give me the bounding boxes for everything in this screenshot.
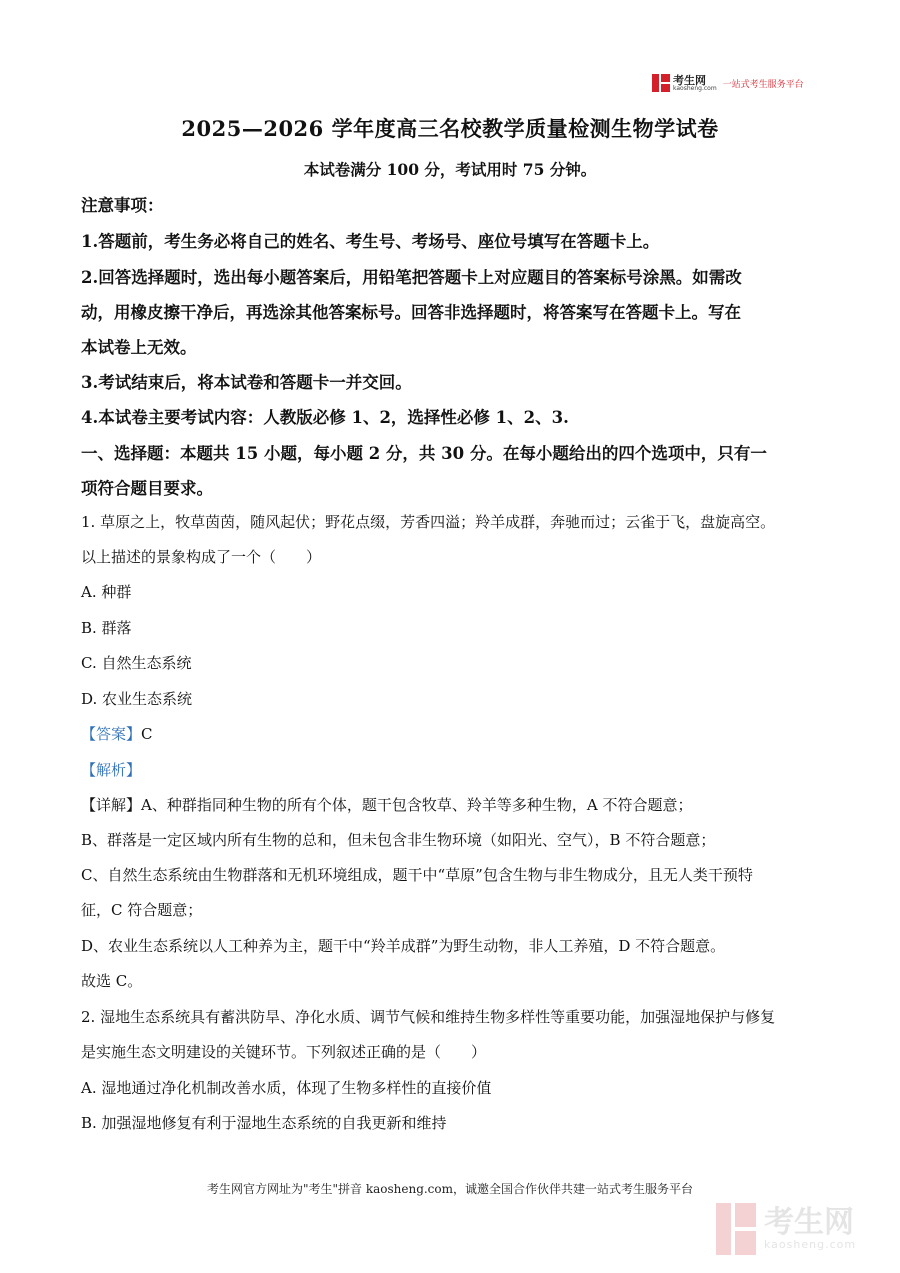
analysis-text: A、种群指同种生物的所有个体，题干包含牧草、羚羊等多种生物，A 不符合题意；	[141, 796, 693, 814]
question-1-stem-cont: 以上描述的景象构成了一个（ ）	[81, 548, 322, 566]
question-2-stem: 2. 湿地生态系统具有蓄洪防旱、净化水质、调节气候和维持生物多样性等重要功能，加强湿地保护与修复	[81, 1008, 776, 1026]
question-2-stem-cont: 是实施生态文明建设的关键环节。下列叙述正确的是（ ）	[81, 1043, 487, 1061]
analysis-line: 征，C 符合题意；	[81, 901, 203, 919]
watermark	[716, 1203, 856, 1255]
answer-value: C	[141, 725, 153, 743]
notice-item: 2.回答选择题时，选出每小题答案后，用铅笔把答题卡上对应题目的答案标号涂黑。如需改	[81, 268, 742, 287]
watermark-domain: kaosheng.com	[764, 1237, 857, 1251]
logo-domain: kaosheng.com	[673, 84, 717, 92]
notice-item: 本试卷上无效。	[81, 338, 197, 357]
detail-label: 【详解】	[81, 796, 142, 814]
page-title: 2025—2026 学年度高三名校教学质量检测生物学试卷	[181, 116, 719, 141]
logo-name: 考生网	[673, 73, 706, 87]
analysis-label: 【解析】	[81, 761, 142, 779]
analysis-line: B、群落是一定区域内所有生物的总和，但未包含非生物环境（如阳光、空气），B 不符合题意；	[81, 831, 716, 849]
answer-line	[81, 723, 821, 744]
notice-item: 3.考试结束后，将本试卷和答题卡一并交回。	[81, 373, 412, 392]
analysis-conclusion: 故选 C。	[81, 972, 143, 990]
question-2-option-b: B. 加强湿地修复有利于湿地生态系统的自我更新和维持	[81, 1114, 447, 1132]
watermark-name: 考生网	[764, 1204, 854, 1240]
answer-label: 【答案】	[81, 725, 142, 743]
footer-text: 考生网官方网址为"考生"拼音 kaosheng.com，诚邀全国合作伙伴共建一站式考生服务平台	[206, 1182, 694, 1196]
analysis-line: C、自然生态系统由生物群落和无机环境组成，题干中“草原”包含生物与非生物成分，且无人类干预特	[81, 866, 753, 884]
header-logo	[652, 73, 804, 93]
section-heading: 一、选择题：本题共 15 小题，每小题 2 分，共 30 分。在每小题给出的四个选项中，只有一	[81, 444, 767, 463]
logo-icon	[652, 74, 670, 92]
question-1-option-c: C. 自然生态系统	[81, 654, 192, 672]
analysis-line	[81, 794, 821, 815]
question-1-option-b: B. 群落	[81, 619, 132, 637]
logo-slogan: 一站式考生服务平台	[722, 79, 804, 90]
analysis-line: D、农业生态系统以人工种养为主，题干中“羚羊成群”为野生动物，非人工养殖，D 不符合题意。	[81, 937, 726, 955]
page-subtitle: 本试卷满分 100 分，考试用时 75 分钟。	[303, 160, 597, 179]
question-1-option-a: A. 种群	[81, 583, 132, 601]
section-heading-cont: 项符合题目要求。	[81, 479, 213, 498]
watermark-logo-icon	[716, 1203, 756, 1255]
question-1-stem: 1. 草原之上，牧草茵茵，随风起伏；野花点缀，芳香四溢；羚羊成群，奔驰而过；云雀于飞，盘旋高空。	[81, 513, 776, 531]
notice-item: 1.答题前，考生务必将自己的姓名、考生号、考场号、座位号填写在答题卡上。	[81, 232, 660, 251]
notice-item: 4.本试卷主要考试内容：人教版必修 1、2，选择性必修 1、2、3.	[81, 408, 569, 427]
notice-item: 动，用橡皮擦干净后，再选涂其他答案标号。回答非选择题时，将答案写在答题卡上。写在	[81, 303, 741, 322]
question-1-option-d: D. 农业生态系统	[81, 690, 193, 708]
notice-heading: 注意事项：	[81, 196, 164, 215]
question-2-option-a: A. 湿地通过净化机制改善水质，体现了生物多样性的直接价值	[81, 1079, 492, 1097]
